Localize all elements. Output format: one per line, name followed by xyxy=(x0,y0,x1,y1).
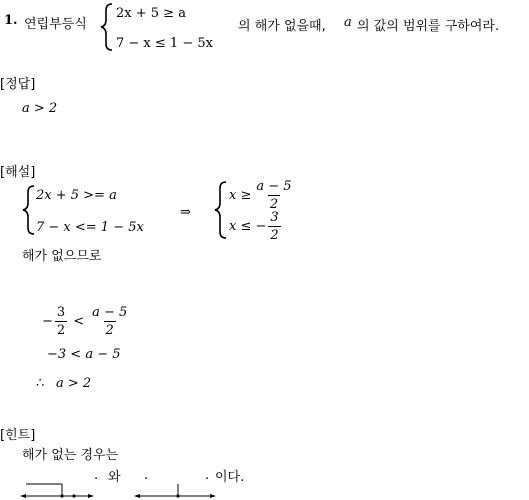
hint-heading: [힌트] xyxy=(0,428,36,443)
answer-heading: [정답] xyxy=(0,77,36,92)
sys2-line1-denominator: 2 xyxy=(269,197,279,212)
sys2-line2-lhs: x ≤ − xyxy=(229,219,267,234)
problem-number: 1. xyxy=(4,13,18,28)
hint-number-line-2 xyxy=(134,484,216,498)
solution-step-1 xyxy=(42,306,129,337)
answer-value: a > 2 xyxy=(22,101,58,116)
sys2-line2-numerator: 3 xyxy=(270,210,279,225)
hint-conj: 와 xyxy=(108,470,121,485)
solution-sys1-line2: 7 − x <= 1 − 5x xyxy=(36,220,144,235)
hint-ending: 이다. xyxy=(215,470,245,485)
solution-sys1-line1: 2x + 5 >= a xyxy=(36,188,117,203)
sys2-line1-lhs: x ≥ xyxy=(229,188,252,203)
problem-brace xyxy=(101,4,112,50)
problem-suffix-a: 의 해가 없을때, xyxy=(238,19,326,34)
step1-left-fraction xyxy=(55,306,67,337)
step1-sign: − xyxy=(42,314,53,329)
step1-right-numerator: a − 5 xyxy=(92,305,128,320)
solution-arrow: ⇒ xyxy=(180,205,191,220)
hint-dot-3: . xyxy=(205,468,210,483)
step1-right-denominator: 2 xyxy=(105,323,114,338)
solution-brace-2 xyxy=(215,182,226,238)
hint-number-line-1 xyxy=(20,484,94,498)
hint-line-1: 해가 없는 경우는 xyxy=(22,448,119,463)
problem-prefix: 연립부등식 xyxy=(24,17,87,32)
solution-heading: [해설] xyxy=(0,165,36,180)
problem-suffix-b: 의 값의 범위를 구하여라. xyxy=(357,19,500,34)
sys2-line1-fraction xyxy=(254,180,293,211)
hint-dot-2: . xyxy=(144,468,149,483)
solution-sys2-line1 xyxy=(229,180,294,211)
solution-step-3: a > 2 xyxy=(56,376,92,391)
sys2-line1-numerator: a − 5 xyxy=(256,179,292,194)
step1-right-fraction xyxy=(90,306,129,337)
problem-ineq-2: 7 − x ≤ 1 − 5x xyxy=(116,36,213,51)
solution-step-2: −3 < a − 5 xyxy=(47,347,121,362)
solution-sys2-line2 xyxy=(229,211,281,242)
solution-brace-1 xyxy=(23,186,34,234)
step1-left-numerator: 3 xyxy=(56,305,66,320)
problem-ineq-1: 2x + 5 ≥ a xyxy=(116,6,186,21)
hint-dot-1: . xyxy=(94,468,99,483)
step1-left-denominator: 2 xyxy=(56,323,66,338)
step1-operator: < xyxy=(73,314,85,329)
problem-var-a: a xyxy=(344,15,352,30)
no-solution-text: 해가 없으므로 xyxy=(22,249,102,264)
sys2-line2-denominator: 2 xyxy=(270,228,279,243)
therefore-symbol: ∴ xyxy=(36,376,45,391)
sys2-line2-fraction xyxy=(268,211,280,242)
